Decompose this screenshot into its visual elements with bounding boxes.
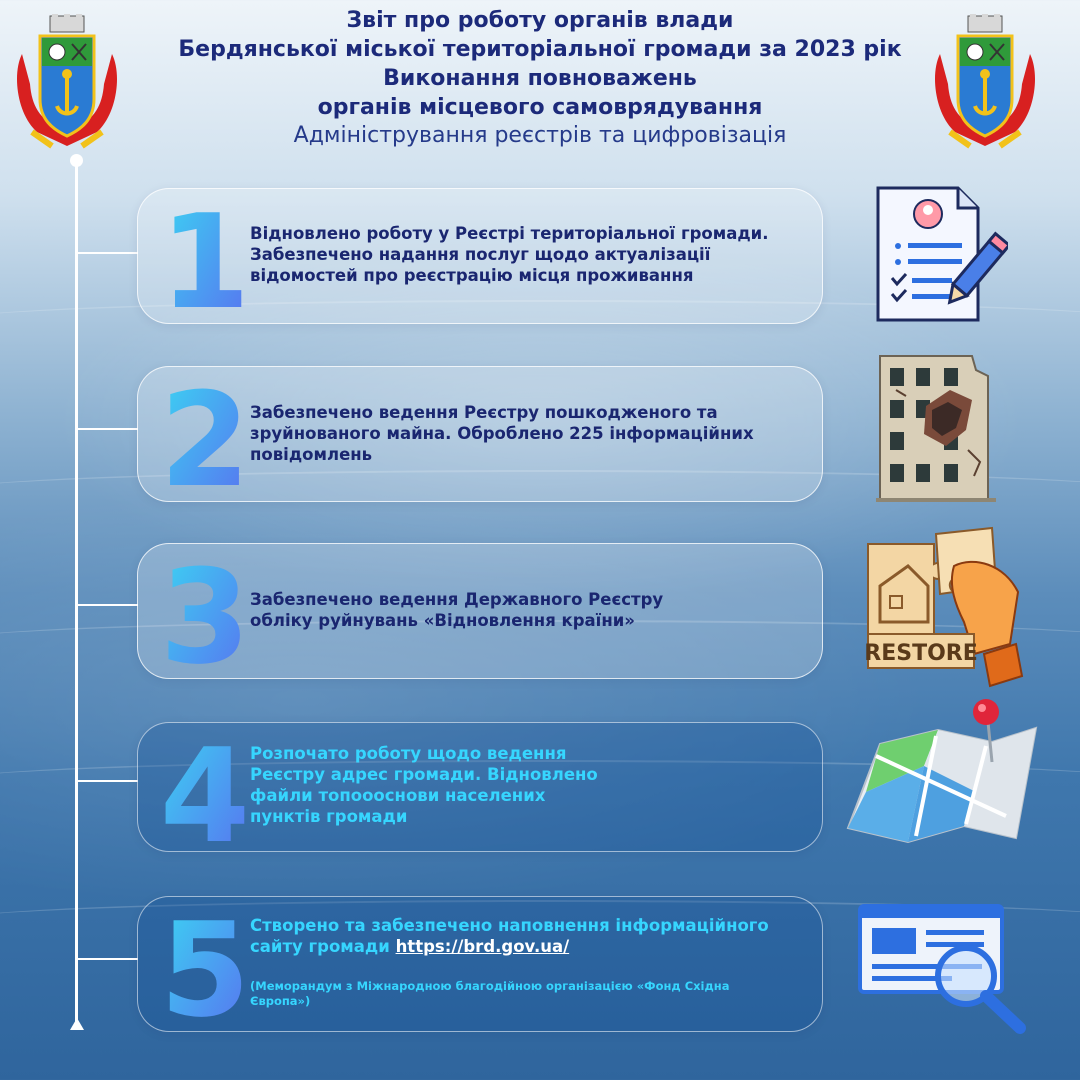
card-4-text bbox=[250, 743, 598, 827]
number-5-icon bbox=[160, 903, 250, 1033]
svg-text:3: 3 bbox=[160, 550, 250, 680]
number-4-icon bbox=[160, 729, 250, 859]
card-3-line-1: Забезпечено ведення Державного Реєстру bbox=[250, 590, 664, 609]
card-2-text bbox=[250, 402, 754, 465]
timeline-arrow-icon bbox=[70, 1018, 84, 1030]
card-4-line-2: Реєстру адрес громади. Відновлено bbox=[250, 765, 598, 784]
timeline-tick-1 bbox=[78, 252, 138, 254]
card-3-line-2: обліку руйнувань «Відновлення країни» bbox=[250, 611, 635, 630]
page-header bbox=[0, 0, 1080, 150]
number-2-icon bbox=[160, 373, 250, 503]
card-2-line-3: повідомлень bbox=[250, 445, 373, 464]
card-item-5 bbox=[137, 896, 823, 1032]
number-3-icon bbox=[160, 550, 250, 680]
report-title-line-3: Виконання повноважень bbox=[383, 66, 697, 91]
card-2-line-2: зруйнованого майна. Оброблено 225 інформаційних bbox=[250, 424, 754, 443]
card-item-2 bbox=[137, 366, 823, 502]
card-1-line-3: відомостей про реєстрацію місця проживання bbox=[250, 266, 694, 285]
card-item-1 bbox=[137, 188, 823, 324]
number-1-icon bbox=[160, 195, 250, 325]
report-title-line-4: органів місцевого самоврядування bbox=[317, 95, 763, 120]
card-4-line-3: файли топоооснови населених bbox=[250, 786, 546, 805]
timeline-tick-4 bbox=[78, 780, 138, 782]
svg-text:2: 2 bbox=[160, 373, 250, 503]
restore-puzzle-icon bbox=[864, 526, 1026, 690]
map-pin-icon bbox=[846, 696, 1042, 848]
svg-text:4: 4 bbox=[160, 729, 250, 859]
report-subtitle: Адміністрування реєстрів та цифровізація bbox=[293, 123, 787, 148]
card-1-text bbox=[250, 223, 769, 286]
website-search-icon bbox=[856, 900, 1032, 1036]
timeline-tick-3 bbox=[78, 604, 138, 606]
document-form-pencil-icon bbox=[872, 184, 1008, 326]
card-4-line-1: Розпочато роботу щодо ведення bbox=[250, 744, 567, 763]
card-4-line-4: пунктів громади bbox=[250, 807, 408, 826]
damaged-building-icon bbox=[876, 350, 996, 502]
memorandum-note: (Меморандум з Міжнародною благодійною організацією «Фонд Східна Європа») bbox=[250, 979, 730, 1008]
svg-text:5: 5 bbox=[160, 903, 250, 1033]
card-1-line-2: Забезпечено надання послуг щодо актуалізації bbox=[250, 245, 711, 264]
card-5-text bbox=[250, 915, 769, 957]
card-item-4 bbox=[137, 722, 823, 859]
website-link[interactable]: https://brd.gov.ua/ bbox=[395, 937, 570, 956]
card-5-line-1: Створено та забезпечено наповнення інформаційного bbox=[250, 916, 769, 935]
svg-text:1: 1 bbox=[160, 195, 250, 325]
card-item-3 bbox=[137, 543, 823, 679]
report-title-line-2: Бердянської міської територіальної громади за 2023 рік bbox=[178, 37, 902, 62]
card-2-line-1: Забезпечено ведення Реєстру пошкодженого та bbox=[250, 403, 718, 422]
card-3-text bbox=[250, 589, 663, 631]
timeline-line bbox=[75, 160, 78, 1025]
restore-label: RESTORE bbox=[864, 641, 978, 666]
report-title-line-1: Звіт про роботу органів влади bbox=[346, 8, 734, 33]
card-5-line-2 bbox=[250, 936, 769, 957]
timeline-tick-5 bbox=[78, 958, 138, 960]
card-5-line-2-prefix: сайту громади bbox=[250, 937, 396, 956]
card-1-line-1: Відновлено роботу у Реєстрі територіальної громади. bbox=[250, 224, 769, 243]
timeline-tick-2 bbox=[78, 428, 138, 430]
